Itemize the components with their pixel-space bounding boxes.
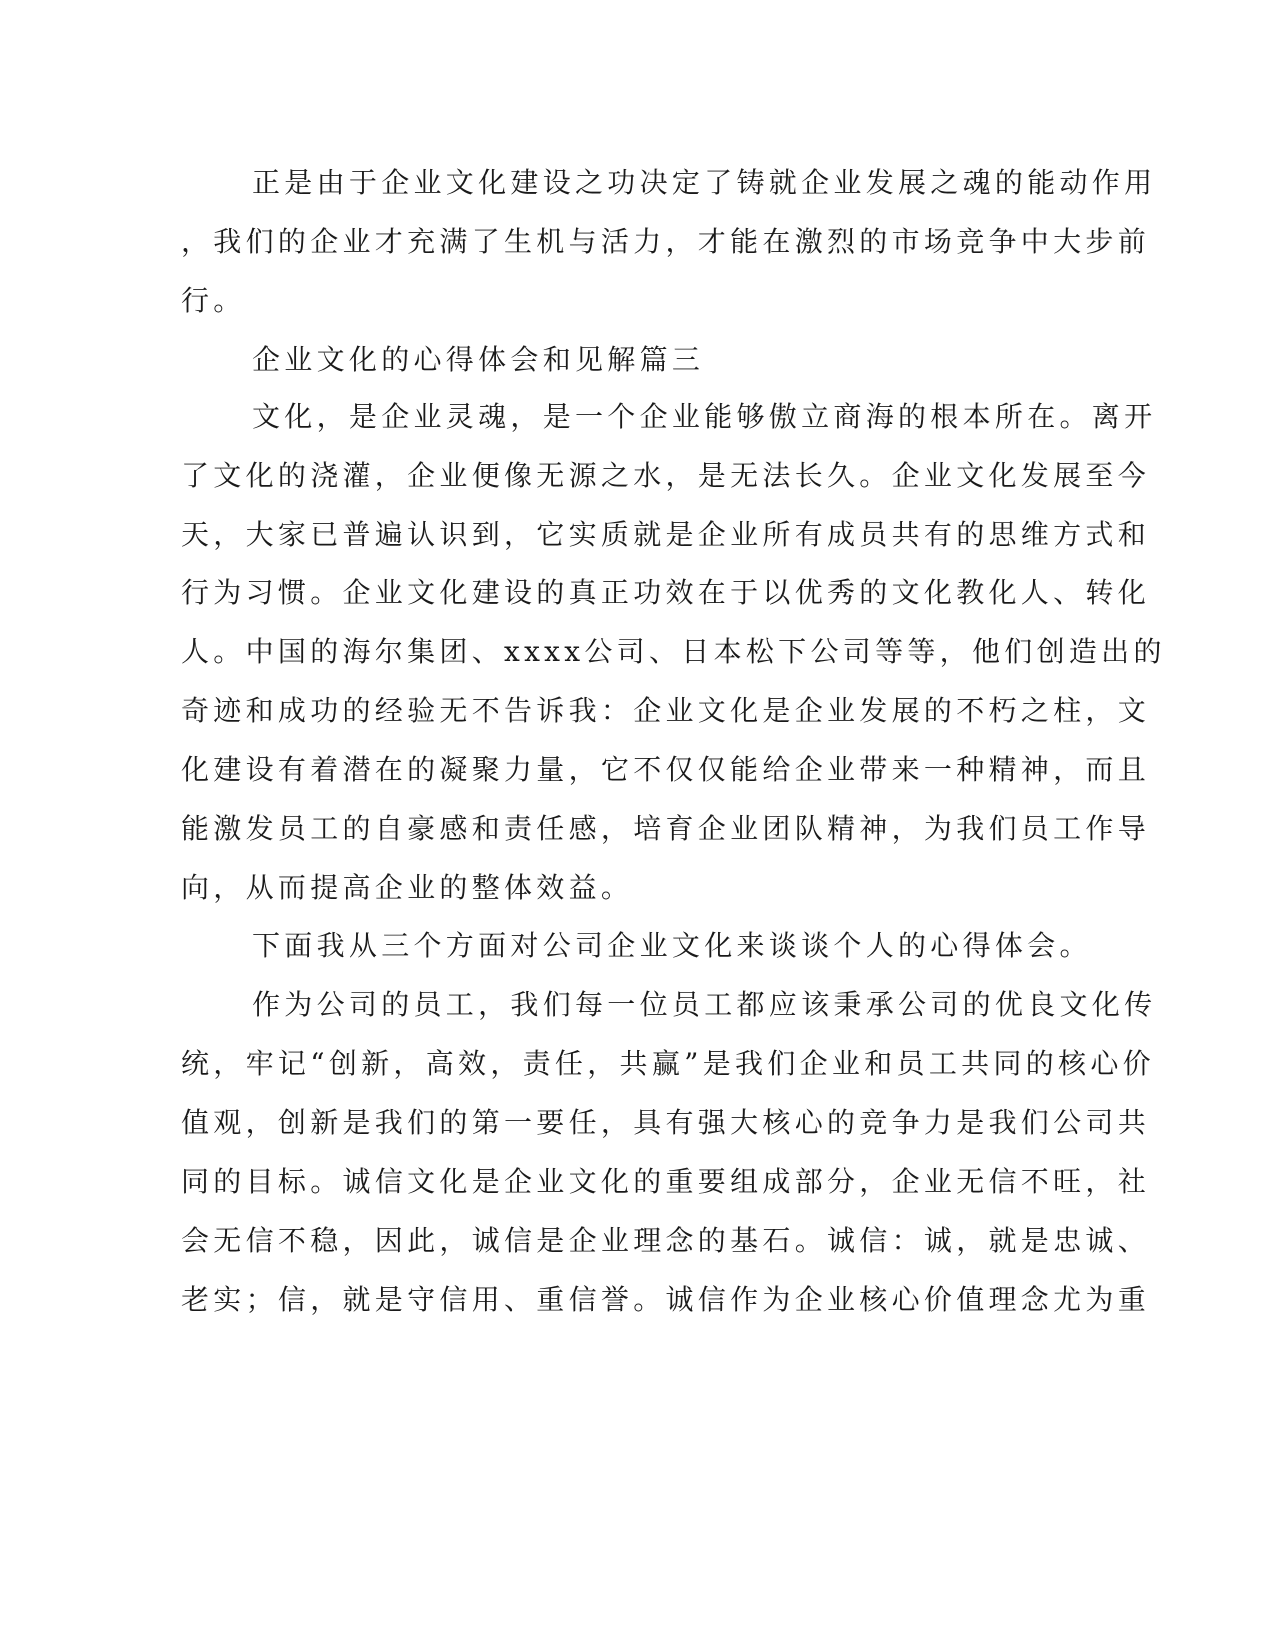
paragraph-line: 奇迹和成功的经验无不告诉我：企业文化是企业发展的不朽之柱，文: [181, 694, 1151, 727]
paragraph-line: 统，牢记“创新，高效，责任，共赢”是我们企业和员工共同的核心价: [181, 1047, 1155, 1080]
paragraph-line: 行为习惯。企业文化建设的真正功效在于以优秀的文化教化人、转化: [181, 576, 1151, 609]
paragraph-line: 文化，是企业灵魂，是一个企业能够傲立商海的根本所在。离开: [252, 400, 1157, 433]
paragraph-line: 下面我从三个方面对公司企业文化来谈谈个人的心得体会。: [252, 929, 1092, 962]
paragraph-line: 值观，创新是我们的第一要任，具有强大核心的竞争力是我们公司共: [181, 1106, 1151, 1139]
paragraph-line: 人。中国的海尔集团、xxxx公司、日本松下公司等等，他们创造出的: [181, 635, 1166, 668]
paragraph-line: ，我们的企业才充满了生机与活力，才能在激烈的市场竞争中大步前: [181, 225, 1151, 258]
paragraph-line: 同的目标。诚信文化是企业文化的重要组成部分，企业无信不旺，社: [181, 1165, 1151, 1198]
paragraph-line: 能激发员工的自豪感和责任感，培育企业团队精神，为我们员工作导: [181, 812, 1151, 845]
paragraph-line: 会无信不稳，因此，诚信是企业理念的基石。诚信：诚，就是忠诚、: [181, 1224, 1151, 1257]
paragraph-line: 天，大家已普遍认识到，它实质就是企业所有成员共有的思维方式和: [181, 518, 1151, 551]
paragraph-line: 正是由于企业文化建设之功决定了铸就企业发展之魂的能动作用: [252, 166, 1157, 199]
paragraph-line: 了文化的浇灌，企业便像无源之水，是无法长久。企业文化发展至今: [181, 459, 1151, 492]
paragraph-line: 作为公司的员工，我们每一位员工都应该秉承公司的优良文化传: [252, 988, 1157, 1021]
paragraph-line: 行。: [181, 284, 246, 317]
section-heading: 企业文化的心得体会和见解篇三: [252, 343, 705, 376]
paragraph-line: 化建设有着潜在的凝聚力量，它不仅仅能给企业带来一种精神，而且: [181, 753, 1151, 786]
paragraph-line: 老实；信，就是守信用、重信誉。诚信作为企业核心价值理念尤为重: [181, 1283, 1151, 1316]
paragraph-line: 向，从而提高企业的整体效益。: [181, 871, 634, 904]
